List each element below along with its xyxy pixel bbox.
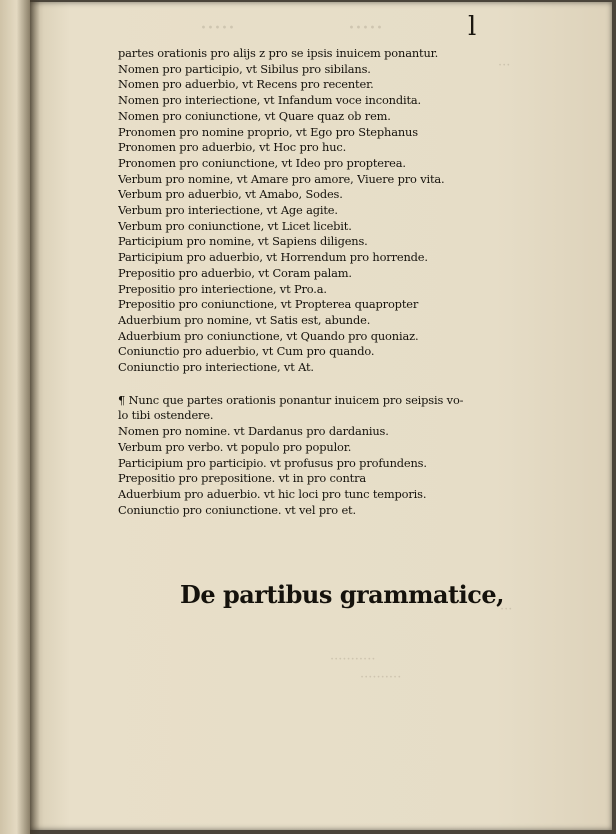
bleed-through-text: ····· [348,16,383,41]
section-heading: De partibus grammatice, [180,580,504,609]
bleed-through-text: ··········· [330,652,376,667]
text-line: Prepositio pro interiectione, vt Pro.a. [118,281,327,296]
text-line: Verbum pro verbo. vt populo pro populor. [118,439,352,454]
paragraph-gap [118,376,508,393]
text-line: lo tibi ostendere. [118,408,214,423]
text-line: Aduerbium pro aduerbio. vt hic loci pro tunc temporis. [118,486,427,501]
body-text [118,46,511,518]
book-page [30,2,612,830]
text-line: Verbum pro nomine, vt Amare pro amore, Viuere pro vita. [118,171,445,186]
text-line: Participium pro nomine, vt Sapiens diligens. [118,234,368,249]
bleed-through-text: ·········· [360,670,402,685]
text-line: Verbum pro aduerbio, vt Amabo, Sodes. [118,187,343,202]
text-line: Verbum pro interiectione, vt Age agite. [118,203,338,218]
text-line: Participium pro aduerbio, vt Horrendum pro horrende. [118,250,428,265]
text-line: Prepositio pro coniunctione, vt Propterea quapropter [118,297,419,312]
text-line: Aduerbium pro coniunctione, vt Quando pro quoniaz. [118,328,419,343]
text-line: Verbum pro coniunctione, vt Licet licebit. [118,218,352,233]
facing-page-edge [0,0,30,834]
text-line: ¶ Nunc que partes orationis ponantur inuicem pro seipsis vo- [118,392,464,407]
text-line: Pronomen pro coniunctione, vt Ideo pro propterea. [118,155,406,170]
text-line: Participium pro participio. vt profusus pro profundens. [118,455,427,470]
bleed-through-text: ····· [200,16,235,41]
folio-number: l [468,12,477,42]
bleed-through-text: ··· [498,58,511,73]
text-line: Nomen pro interiectione, vt Infandum voce incondita. [118,93,422,108]
text-line: Nomen pro aduerbio, vt Recens pro recenter. [118,77,374,92]
text-line: Prepositio pro prepositione. vt in pro contra [118,471,366,486]
text-line: Coniunctio pro interiectione, vt At. [118,360,314,375]
bleed-through-text: ··· [500,602,513,617]
text-line: Nomen pro coniunctione, vt Quare quaz ob rem. [118,108,391,123]
text-line: partes orationis pro alijs z pro se ipsis inuicem ponantur. [118,46,439,60]
text-line: Aduerbium pro nomine, vt Satis est, abunde. [118,312,371,327]
text-line: Pronomen pro nomine proprio, vt Ego pro Stephanus [118,124,418,139]
text-line: Coniunctio pro aduerbio, vt Cum pro quando. [118,344,375,359]
gutter-shadow [30,0,40,834]
text-line: Prepositio pro aduerbio, vt Coram palam. [118,265,352,280]
text-line: Pronomen pro aduerbio, vt Hoc pro huc. [118,140,347,155]
text-line: Nomen pro participio, vt Sibilus pro sibilans. [118,61,371,76]
text-line: Coniunctio pro coniunctione. vt vel pro et. [118,502,356,517]
text-line: Nomen pro nomine. vt Dardanus pro dardanius. [118,424,389,439]
